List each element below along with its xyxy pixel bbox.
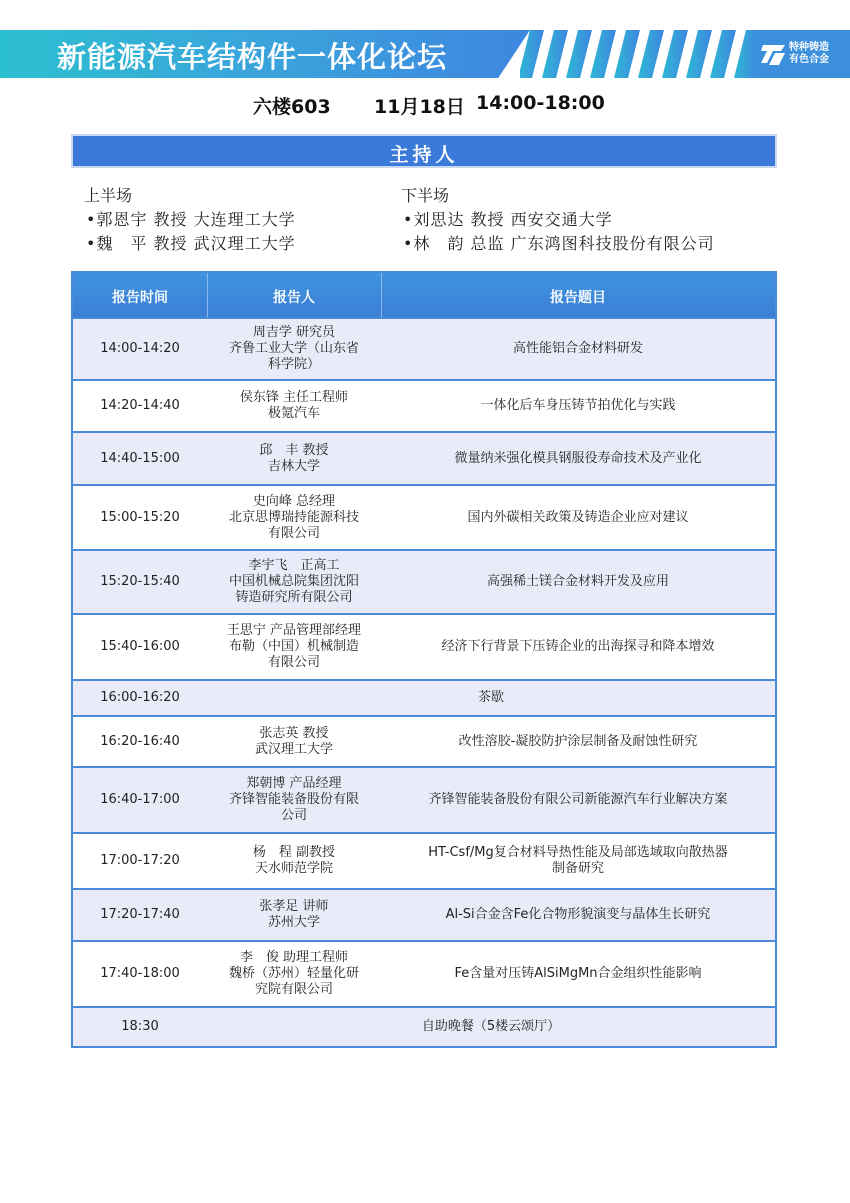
second-half-host-2: •林 韵 总监 广东鸿图科技股份有限公司: [403, 234, 715, 253]
table-row: [73, 715, 775, 766]
row-speaker: [207, 319, 381, 379]
first-half-label: 上半场: [84, 186, 133, 205]
topic-line: HT-Csf/Mg复合材料导热性能及局部选域取向散热器: [428, 845, 728, 860]
speaker-line: 李 俊 助理工程师: [239, 950, 349, 965]
speaker-line: 铸造研究所有限公司: [235, 590, 353, 605]
speaker-line: 周吉学 研究员: [252, 325, 336, 340]
table-row: [73, 431, 775, 484]
speaker-line: 齐鲁工业大学（山东省: [228, 341, 359, 356]
table-row: [73, 766, 775, 832]
second-half-label: 下半场: [401, 186, 450, 205]
page-banner: [0, 30, 850, 78]
speaker-line: 李宇飞 正高工: [248, 558, 340, 573]
banner-stripes-decoration: [520, 30, 760, 78]
row-topic: 齐锋智能装备股份有限公司新能源汽车行业解决方案: [428, 792, 728, 807]
row-time: 16:00-16:20: [100, 690, 180, 705]
table-header: [73, 273, 775, 317]
row-time: 14:20-14:40: [100, 398, 180, 413]
row-topic: 高性能铝合金材料研发: [512, 341, 643, 356]
row-speaker: [207, 433, 381, 484]
row-topic: 改性溶胶-凝胶防护涂层制备及耐蚀性研究: [458, 733, 698, 749]
table-row: [73, 888, 775, 940]
row-topic: Fe含量对压铸AlSiMgMn合金组织性能影响: [454, 966, 702, 981]
speaker-line: 有限公司: [267, 525, 320, 541]
row-speaker: [207, 768, 381, 832]
row-time: 15:40-16:00: [100, 639, 180, 654]
row-speaker: [207, 890, 381, 940]
speaker-line: 邱 丰 教授: [259, 442, 329, 458]
row-speaker: [207, 834, 381, 888]
speaker-line: 究院有限公司: [254, 982, 333, 997]
logo-line-1: 特种铸造: [789, 42, 829, 53]
table-row: [73, 549, 775, 613]
logo-line-2: 有色合金: [789, 54, 829, 65]
row-topic: 国内外碳相关政策及铸造企业应对建议: [467, 509, 689, 525]
row-speaker: [207, 486, 381, 549]
table-row: [73, 484, 775, 549]
row-speaker: [207, 615, 381, 679]
speaker-line: 北京思博瑞持能源科技: [228, 509, 359, 525]
venue-time: 14:00-18:00: [476, 92, 605, 114]
first-half-host-2: •魏 平 教授 武汉理工大学: [86, 234, 296, 253]
forum-title: 新能源汽车结构件一体化论坛: [57, 40, 448, 74]
speaker-line: 布勒（中国）机械制造: [228, 639, 359, 654]
speaker-line: 魏桥（苏州）轻量化研: [228, 966, 359, 981]
host-section-title: 主持人: [389, 144, 459, 166]
speaker-line: 张孝足 讲师: [259, 899, 329, 914]
speaker-line: 中国机械总院集团沈阳: [228, 574, 359, 589]
table-row-break: [73, 679, 775, 715]
row-topic: Al-Si合金含Fe化合物形貌演变与晶体生长研究: [445, 907, 711, 922]
row-time: 14:00-14:20: [100, 341, 180, 356]
speaker-line: 齐锋智能装备股份有限: [228, 792, 359, 807]
row-break-label: 自助晚餐（5楼云颂厅）: [421, 1019, 561, 1034]
speaker-line: 武汉理工大学: [254, 741, 333, 757]
row-topic: 一体化后车身压铸节拍优化与实践: [480, 398, 676, 413]
speaker-line: 天水师范学院: [254, 861, 333, 876]
row-break-label: 茶歇: [477, 690, 504, 705]
table-row: [73, 379, 775, 431]
speaker-line: 侯东锋 主任工程师: [239, 390, 349, 405]
table-row: [73, 613, 775, 679]
row-time: 17:20-17:40: [100, 907, 180, 922]
logo-text: [789, 42, 829, 66]
row-time: 14:40-15:00: [100, 450, 180, 466]
row-time: 15:00-15:20: [100, 509, 180, 525]
header-topic: 报告题目: [550, 290, 606, 306]
table-row-break: [73, 1006, 775, 1046]
topic-line: 制备研究: [551, 861, 604, 876]
row-speaker: [207, 551, 381, 613]
row-time: 16:40-17:00: [100, 792, 180, 807]
row-topic: 经济下行背景下压铸企业的出海探寻和降本增效: [441, 639, 715, 654]
speaker-line: 科学院）: [267, 357, 320, 372]
table-row: [73, 317, 775, 379]
row-time: 18:30: [121, 1019, 159, 1034]
speaker-line: 郑朝博 产品经理: [246, 776, 342, 791]
venue-room: 六楼603: [253, 96, 331, 118]
row-time: 17:00-17:20: [100, 853, 180, 868]
speaker-line: 张志英 教授: [259, 725, 329, 741]
speaker-line: 王思宁 产品管理部经理: [226, 623, 362, 638]
row-speaker: [207, 942, 381, 1006]
schedule-table: [71, 271, 777, 1048]
second-half-host-1: •刘思达 教授 西安交通大学: [403, 210, 613, 229]
speaker-line: 杨 程 副教授: [252, 845, 336, 860]
row-topic: [381, 834, 775, 888]
row-speaker: [207, 381, 381, 431]
header-speaker: 报告人: [273, 290, 315, 306]
row-time: 16:20-16:40: [100, 733, 180, 749]
speaker-line: 吉林大学: [267, 458, 320, 474]
speaker-line: 苏州大学: [267, 915, 320, 930]
row-topic: 微量纳米强化模具钢服役寿命技术及产业化: [454, 450, 702, 466]
logo-mark-icon: [761, 41, 787, 67]
organizer-logo: [755, 30, 850, 78]
row-time: 17:40-18:00: [100, 966, 180, 981]
speaker-line: 极氪汽车: [267, 406, 320, 421]
row-speaker: [207, 717, 381, 766]
speaker-line: 史向峰 总经理: [252, 493, 336, 509]
speaker-line: 有限公司: [267, 655, 320, 670]
row-time: 15:20-15:40: [100, 574, 180, 589]
table-row: [73, 832, 775, 888]
table-row: [73, 940, 775, 1006]
row-topic: 高强稀土镁合金材料开发及应用: [486, 574, 669, 589]
first-half-host-1: •郭恩宇 教授 大连理工大学: [86, 210, 296, 229]
venue-date: 11月18日: [374, 96, 465, 118]
host-section-header: [71, 134, 777, 168]
speaker-line: 公司: [280, 808, 307, 823]
header-time: 报告时间: [112, 290, 168, 306]
